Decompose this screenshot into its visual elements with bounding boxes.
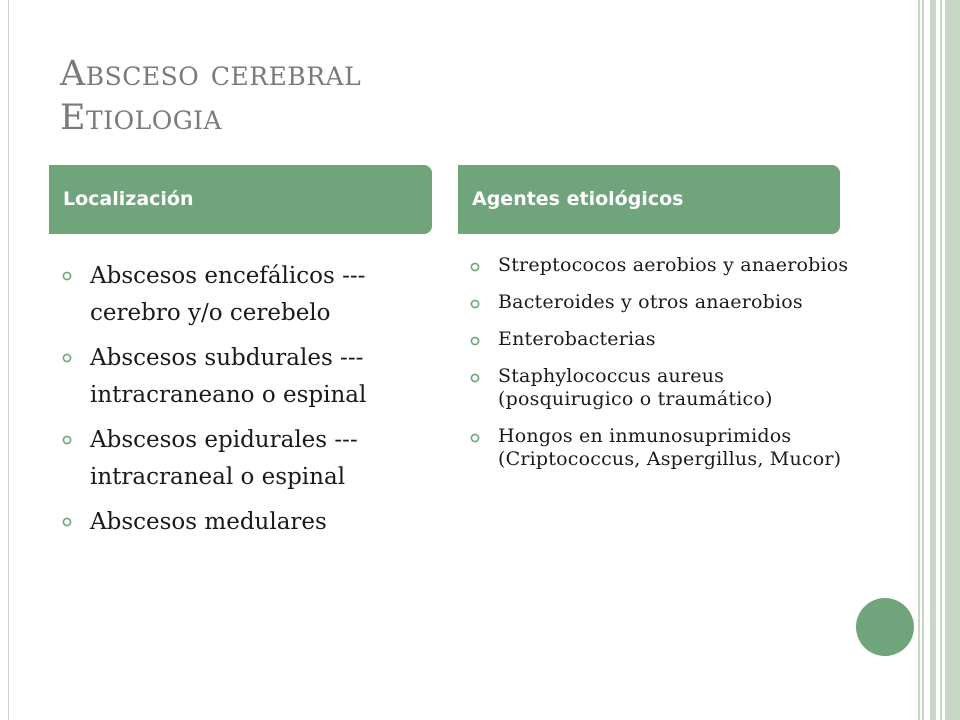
list-item-text: Staphylococcus aureus (posquirugico o traumático): [498, 365, 773, 410]
list-item-text: Hongos en inmunosuprimidos (Criptococcus, Aspergillus, Mucor): [498, 425, 842, 470]
list-item: [470, 254, 850, 277]
ring-bullet-icon: [470, 433, 480, 443]
list-item-text: Abscesos epidurales --- intracraneal o espinal: [90, 427, 358, 490]
column-header-agentes: Agentes etiológicos: [458, 165, 840, 234]
stripe: [918, 0, 920, 720]
title-line-2: Etiologia: [60, 98, 223, 138]
slide-title: [60, 52, 860, 140]
list-item-text: Enterobacterias: [498, 328, 656, 350]
ring-bullet-icon: [470, 336, 480, 346]
list-item: [62, 422, 427, 496]
ring-bullet-icon: [62, 435, 72, 445]
list-item: [470, 365, 850, 411]
stripe: [930, 0, 936, 720]
list-item-text: Abscesos encefálicos --- cerebro y/o cerebelo: [90, 263, 366, 326]
left-rule: [8, 0, 9, 720]
list-item: [470, 425, 850, 471]
ring-bullet-icon: [470, 262, 480, 272]
title-line-1: Absceso cerebral: [60, 54, 362, 94]
column-header-localizacion: Localización: [49, 165, 432, 234]
ring-bullet-icon: [62, 517, 72, 527]
stripe: [922, 0, 924, 720]
localizacion-list: [62, 258, 427, 549]
list-item: [62, 258, 427, 332]
list-item: [470, 328, 850, 351]
ring-bullet-icon: [470, 373, 480, 383]
decorative-stripes: [918, 0, 960, 720]
ring-bullet-icon: [62, 271, 72, 281]
list-item: [62, 340, 427, 414]
ring-bullet-icon: [62, 353, 72, 363]
list-item-text: Bacteroides y otros anaerobios: [498, 291, 803, 313]
decorative-circle: [856, 598, 914, 656]
list-item-text: Abscesos subdurales --- intracraneano o espinal: [90, 345, 367, 408]
agentes-list: [470, 254, 850, 485]
stripe: [940, 0, 942, 720]
ring-bullet-icon: [470, 299, 480, 309]
stripe: [945, 0, 960, 720]
list-item: [470, 291, 850, 314]
list-item-text: Streptococos aerobios y anaerobios: [498, 254, 849, 276]
list-item-text: Abscesos medulares: [90, 509, 327, 535]
list-item: [62, 504, 427, 541]
